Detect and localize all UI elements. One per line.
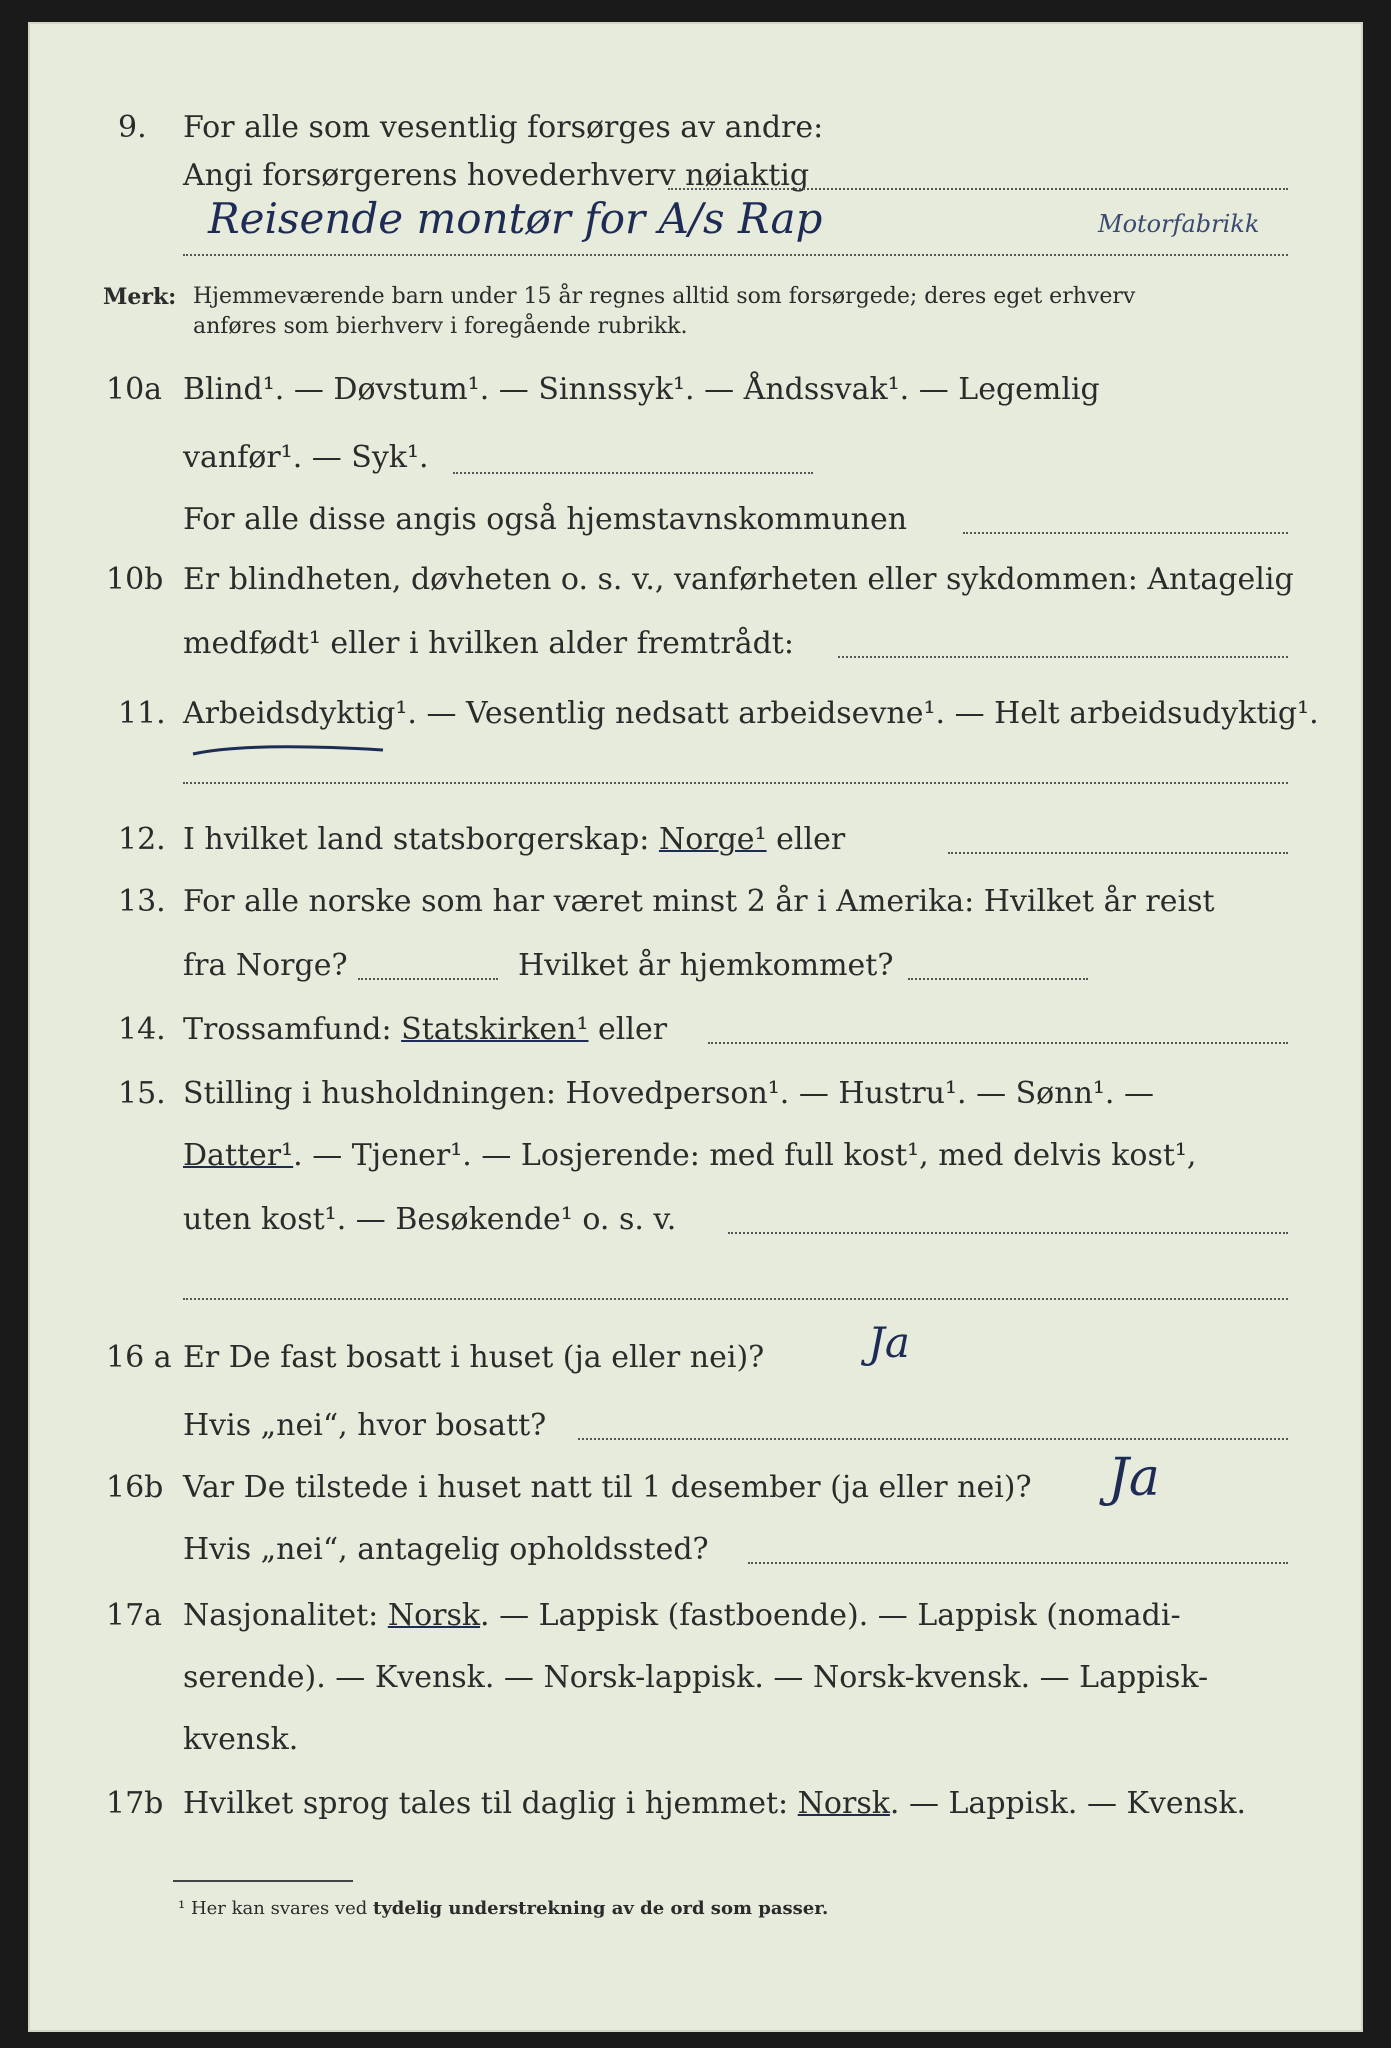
q9-line1: For alle som vesentlig forsørges av andre:: [183, 110, 824, 145]
q13-line1: For alle norske som har været minst 2 år i Amerika: Hvilket år reist: [183, 884, 1215, 919]
q12-number: 12.: [118, 822, 166, 857]
merk-label: Merk:: [103, 284, 177, 310]
q15-number: 15.: [118, 1076, 166, 1111]
q15-line2-rest: . — Tjener¹. — Losjerende: med full kost¹, med delvis kost¹,: [293, 1138, 1197, 1173]
q17a-line1-rest: . — Lappisk (fastboende). — Lappisk (nomadi-: [480, 1598, 1181, 1633]
q17a-line2: serende). — Kvensk. — Norsk-lappisk. — Norsk-kvensk. — Lappisk-: [183, 1660, 1209, 1695]
q12-eller: eller: [776, 822, 846, 857]
q14-line: [183, 1012, 667, 1047]
q10a-number: 10a: [106, 372, 163, 407]
q14-number: 14.: [118, 1012, 166, 1047]
q12-question: I hvilket land statsborgerskap:: [183, 822, 650, 857]
q14-dotted-line: [708, 1042, 1288, 1044]
q16b-line2: Hvis „nei“, antagelig opholdssted?: [183, 1532, 709, 1567]
footnote: [178, 1898, 828, 1919]
q16a-number: 16 a: [106, 1340, 172, 1375]
q16a-dotted-line: [578, 1438, 1288, 1440]
q14-answer: Statskirken¹: [401, 1012, 589, 1047]
q9-number: 9.: [118, 110, 147, 145]
q12-answer: Norge¹: [658, 822, 767, 857]
q10b-number: 10b: [106, 562, 164, 597]
q11-underline-stroke: [188, 732, 388, 762]
footnote-mark: ¹: [178, 1898, 186, 1919]
q10b-line2: medfødt¹ eller i hvilken alder fremtrådt:: [183, 626, 794, 661]
q15-line2: [183, 1138, 1196, 1173]
q17b-answer: Norsk: [797, 1786, 890, 1821]
q10a-dotted-line2: [963, 532, 1288, 534]
q16b-line1: Var De tilstede i huset natt til 1 desember (ja eller nei)?: [183, 1470, 1032, 1505]
q10a-line2: vanfør¹. — Syk¹.: [183, 440, 429, 475]
q10a-dotted-line: [453, 472, 813, 474]
q17b-rest: . — Lappisk. — Kvensk.: [889, 1786, 1247, 1821]
q13-line2a: fra Norge?: [183, 948, 348, 983]
q15-dotted-line: [728, 1232, 1288, 1234]
q9-line2: Angi forsørgerens hovederhverv nøiaktig: [183, 158, 810, 193]
q13-dotted-line1: [358, 978, 498, 980]
q17a-question: Nasjonalitet:: [183, 1598, 379, 1633]
q12-line: [183, 822, 845, 857]
q9-handwritten-extra: Motorfabrikk: [1098, 210, 1260, 238]
q14-question: Trossamfund:: [183, 1012, 392, 1047]
q16b-handwritten-answer: Ja: [1108, 1448, 1160, 1508]
q17a-answer: Norsk: [387, 1598, 481, 1633]
q17b-line: [183, 1786, 1246, 1821]
q13-line2b: Hvilket år hjemkommet?: [518, 948, 894, 983]
q15-answer: Datter¹: [183, 1138, 294, 1173]
q9-handwritten-answer: Reisende montør for A/s Rap: [208, 194, 823, 243]
q14-eller: eller: [598, 1012, 668, 1047]
q10a-line1: Blind¹. — Døvstum¹. — Sinnssyk¹. — Åndssvak¹. — Legemlig: [183, 372, 1100, 407]
merk-line1: Hjemmeværende barn under 15 år regnes alltid som forsørgede; deres eget erhverv: [193, 284, 1136, 309]
q10b-line1: Er blindheten, døvheten o. s. v., vanførheten eller sykdommen: Antagelig: [183, 562, 1294, 597]
footnote-text: Her kan svares ved: [190, 1898, 368, 1919]
q16a-line1: Er De fast bosatt i huset (ja eller nei)?: [183, 1340, 765, 1375]
q10b-dotted-line: [838, 656, 1288, 658]
footnote-bold-text: tydelig understrekning av de ord som passer.: [373, 1898, 829, 1919]
q17a-number: 17a: [106, 1598, 163, 1633]
q16a-handwritten-answer: Ja: [868, 1318, 910, 1367]
q13-dotted-line2: [908, 978, 1088, 980]
q16b-dotted-line: [748, 1562, 1288, 1564]
q11-dotted-line: [183, 782, 1288, 784]
q13-number: 13.: [118, 884, 166, 919]
q11-number: 11.: [118, 696, 166, 731]
q10a-line3: For alle disse angis også hjemstavnskommunen: [183, 502, 908, 537]
q17a-line3: kvensk.: [183, 1722, 299, 1757]
q9-dotted-line: [668, 188, 1288, 190]
census-form-page: [28, 22, 1363, 2032]
q15-dotted-line2: [183, 1298, 1288, 1300]
q12-dotted-line: [948, 852, 1288, 854]
q15-line3: uten kost¹. — Besøkende¹ o. s. v.: [183, 1202, 677, 1237]
footnote-divider: [173, 1880, 353, 1882]
q17b-question: Hvilket sprog tales til daglig i hjemmet:: [183, 1786, 789, 1821]
q15-line1: Stilling i husholdningen: Hovedperson¹. — Hustru¹. — Sønn¹. —: [183, 1076, 1154, 1111]
q17a-line1: [183, 1598, 1181, 1633]
merk-line2: anføres som bierhverv i foregående rubrikk.: [193, 314, 688, 339]
q16a-line2: Hvis „nei“, hvor bosatt?: [183, 1408, 547, 1443]
q9-answer-line: [183, 254, 1288, 256]
q16b-number: 16b: [106, 1470, 164, 1505]
q17b-number: 17b: [106, 1786, 164, 1821]
q11-line1: Arbeidsdyktig¹. — Vesentlig nedsatt arbeidsevne¹. — Helt arbeidsudyktig¹.: [183, 696, 1319, 731]
